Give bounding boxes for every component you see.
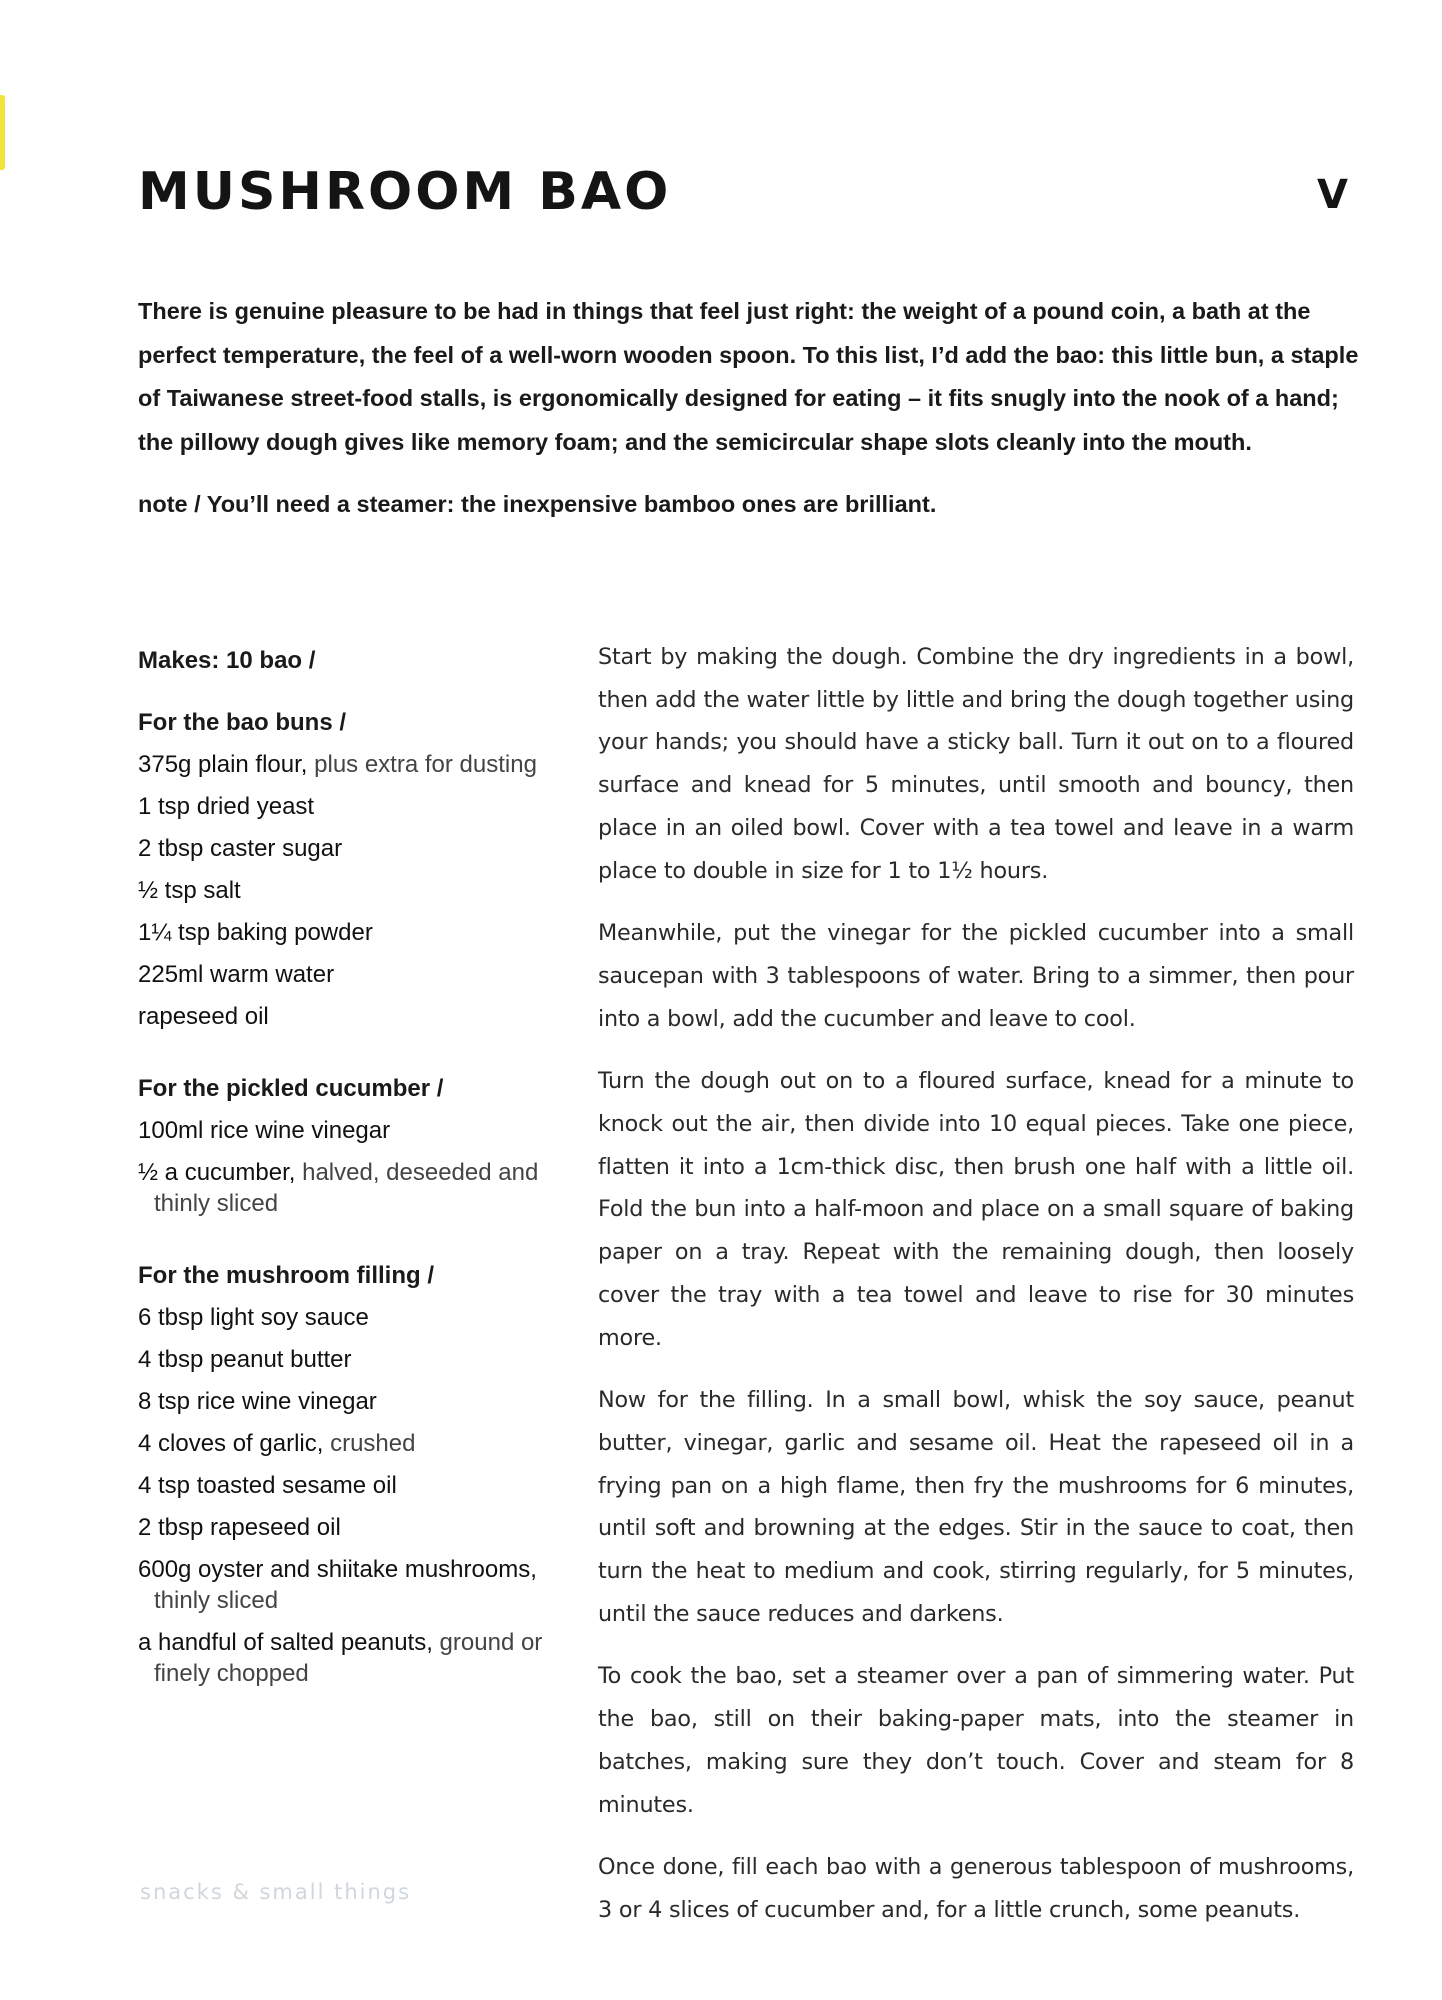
intro-paragraph: There is genuine pleasure to be had in things that feel just right: the weight of a pound coin, a bath at the perfect temperature, the feel of a well-worn wooden spoon. To this list, I’d add the bao: this little bun, a staple of Taiwanese street-food stalls, is ergonomically designed for eating – it fits snugly into the nook of a hand; the pillowy dough gives like memory foam; and the semicircular shape slots cleanly into the mouth. — [138, 298, 1359, 455]
ingredient-name: ½ tsp salt — [138, 877, 241, 904]
ingredient-group-heading: For the bao buns / — [138, 709, 346, 736]
ingredient-name: ½ a cucumber, — [138, 1159, 296, 1186]
method-step: Turn the dough out on to a floured surface, knead for a minute to knock out the air, then divide into 10 equal pieces. Take one piece, flatten it into a 1cm-thick disc, then brush one half with a little oil. Fold the bun into a half-moon and place on a small square of baking paper on a tray. Repeat with the remaining dough, then loosely cover the tray with a tea towel and leave to rise for 30 minutes more. — [598, 1068, 1354, 1351]
ingredient-item — [138, 1549, 568, 1622]
ingredient-item — [138, 1423, 568, 1465]
ingredient-name: 8 tsp rice wine vinegar — [138, 1388, 377, 1415]
ingredient-note: ground or finely chopped — [154, 1629, 543, 1687]
method-step: Meanwhile, put the vinegar for the pickled cucumber into a small saucepan with 3 tablespoons of water. Bring to a simmer, then pour into a bowl, add the cucumber and leave to cool. — [598, 920, 1354, 1032]
yield-label: Makes: 10 bao / — [138, 647, 316, 674]
ingredient-group — [138, 1068, 568, 1225]
ingredient-item — [138, 1110, 568, 1152]
intro-note: note / You’ll need a steamer: the inexpensive bamboo ones are brilliant. — [138, 491, 937, 517]
ingredient-name: 4 tsp toasted sesame oil — [138, 1472, 397, 1499]
ingredient-item — [138, 996, 568, 1038]
ingredient-group-heading: For the pickled cucumber / — [138, 1075, 444, 1102]
ingredient-item — [138, 828, 568, 870]
method-step: Once done, fill each bao with a generous tablespoon of mushrooms, 3 or 4 slices of cucumber and, for a little crunch, some peanuts. — [598, 1854, 1354, 1923]
ingredient-note: plus extra for dusting — [307, 751, 537, 778]
ingredient-item — [138, 1152, 568, 1225]
ingredient-item — [138, 1507, 568, 1549]
method-step: To cook the bao, set a steamer over a pan of simmering water. Put the bao, still on their baking-paper mats, into the steamer in batches, making sure they don’t touch. Cover and steam for 8 minutes. — [598, 1663, 1354, 1818]
ingredient-item — [138, 870, 568, 912]
section-footer: snacks & small things — [140, 1880, 412, 1904]
ingredient-group — [138, 702, 568, 1038]
intro-section — [138, 290, 1360, 546]
ingredient-name: 225ml warm water — [138, 961, 335, 988]
ingredient-item — [138, 954, 568, 996]
ingredient-item — [138, 912, 568, 954]
page-edge-tab — [0, 95, 5, 170]
method-step: Now for the filling. In a small bowl, whisk the soy sauce, peanut butter, vinegar, garlic and sesame oil. Heat the rapeseed oil in a frying pan on a high flame, then fry the mushrooms for 6 minutes, until soft and browning at the edges. Stir in the sauce to coat, then turn the heat to medium and cook, stirring regularly, for 5 minutes, until the sauce reduces and darkens. — [598, 1387, 1354, 1627]
ingredient-name: 600g oyster and shiitake mushrooms, — [138, 1556, 537, 1583]
ingredient-name: 1 tsp dried yeast — [138, 793, 315, 820]
page-title: MUSHROOM BAO — [138, 162, 672, 222]
ingredient-note: halved, deseeded and thinly sliced — [154, 1159, 539, 1217]
ingredient-name: 100ml rice wine vinegar — [138, 1117, 391, 1144]
ingredient-group — [138, 1255, 568, 1695]
ingredient-group-heading: For the mushroom filling / — [138, 1262, 434, 1289]
vegetarian-badge: V — [1317, 172, 1348, 218]
ingredient-item — [138, 786, 568, 828]
ingredient-item — [138, 1381, 568, 1423]
ingredient-name: 375g plain flour, — [138, 751, 308, 778]
ingredient-note: thinly sliced — [154, 1587, 279, 1614]
ingredient-item — [138, 1622, 568, 1695]
ingredient-groups — [138, 702, 568, 1695]
ingredient-name: 2 tbsp rapeseed oil — [138, 1514, 341, 1541]
ingredient-item — [138, 1339, 568, 1381]
ingredient-name: 4 cloves of garlic, — [138, 1430, 324, 1457]
ingredient-item — [138, 1297, 568, 1339]
ingredient-item — [138, 1465, 568, 1507]
ingredient-name: 4 tbsp peanut butter — [138, 1346, 352, 1373]
method-step: Start by making the dough. Combine the dry ingredients in a bowl, then add the water little by little and bring the dough together using your hands; you should have a sticky ball. Turn it out on to a floured surface and knead for 5 minutes, until smooth and bouncy, then place in an oiled bowl. Cover with a tea towel and leave in a warm place to double in size for 1 to 1½ hours. — [598, 644, 1354, 884]
ingredients-column — [138, 640, 568, 1725]
ingredient-name: rapeseed oil — [138, 1003, 269, 1030]
ingredient-item — [138, 744, 568, 786]
ingredient-name: 6 tbsp light soy sauce — [138, 1304, 369, 1331]
method-column — [598, 636, 1354, 1952]
ingredient-name: 2 tbsp caster sugar — [138, 835, 343, 862]
ingredient-name: 1¼ tsp baking powder — [138, 919, 373, 946]
ingredient-name: a handful of salted peanuts, — [138, 1629, 433, 1656]
ingredient-note: crushed — [323, 1430, 416, 1457]
